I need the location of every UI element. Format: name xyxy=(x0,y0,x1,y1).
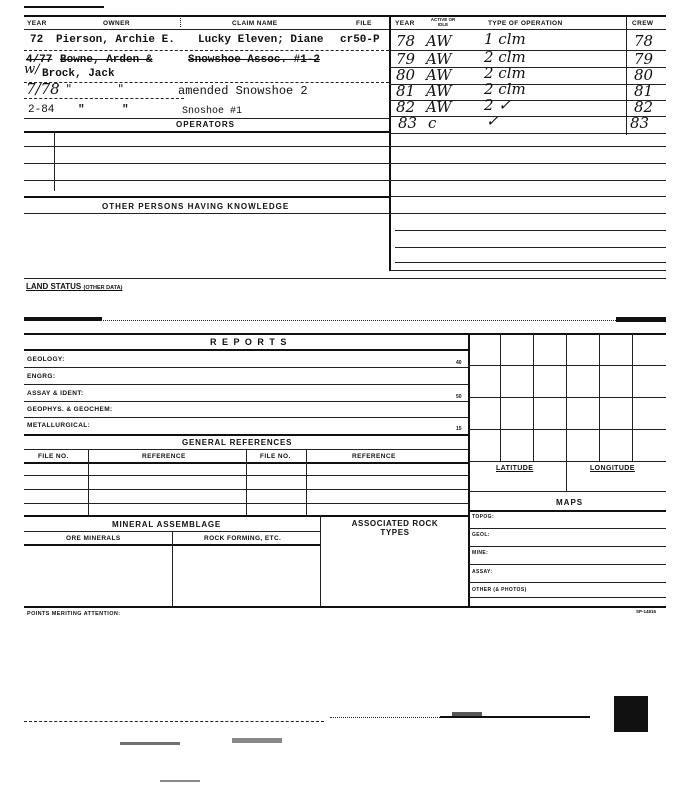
scan-band-right xyxy=(616,317,666,322)
op-row-1-status: AW xyxy=(426,32,452,50)
latlong-divider xyxy=(566,461,567,491)
latitude-label: LATITUDE xyxy=(496,465,534,472)
header-claim-name: CLAIM NAME xyxy=(232,20,278,27)
land-status-top-rule xyxy=(24,278,666,279)
maps-top-rule xyxy=(468,491,666,492)
owner-row-line xyxy=(24,50,389,51)
operators-line xyxy=(24,146,389,147)
header-owner: OWNER xyxy=(103,20,130,27)
owner-row-5-claim: Snoshoe #1 xyxy=(182,106,243,117)
scan-noise-line xyxy=(440,716,590,718)
owner-row-5-owner-2: " xyxy=(122,104,129,116)
scan-noise-smear xyxy=(452,712,482,716)
op-row-4-crew: 81 xyxy=(634,82,654,100)
op-row-1-crew: 78 xyxy=(634,32,654,50)
owner-operation-divider xyxy=(389,15,391,270)
mineral-col-divider xyxy=(172,531,173,607)
op-row-3-status: AW xyxy=(426,66,452,84)
scan-noise-block xyxy=(614,696,648,732)
ref-file-no-header-2: FILE NO. xyxy=(260,453,291,460)
owner-row-line xyxy=(24,98,184,99)
report-line xyxy=(24,367,468,368)
header-bottom-rule xyxy=(24,29,666,30)
operators-line xyxy=(24,163,389,164)
maps-topog-label: TOPOG: xyxy=(472,514,495,520)
op-row-3-year: 80 xyxy=(396,66,416,84)
op-row-4-year: 81 xyxy=(396,82,416,100)
ref-col-divider xyxy=(246,449,247,515)
ore-minerals-header: ORE MINERALS xyxy=(66,535,121,542)
reports-right-divider xyxy=(468,333,470,606)
ref-file-no-header: FILE NO. xyxy=(38,453,69,460)
longitude-label: LONGITUDE xyxy=(590,465,635,472)
op-row-line xyxy=(389,133,666,134)
op-row-2-crew: 79 xyxy=(634,50,654,68)
op-row-4-status: AW xyxy=(426,82,452,100)
owner-row-1-year: 72 xyxy=(30,34,44,46)
owner-row-4-claim: amended Snowshoe 2 xyxy=(178,84,308,98)
header-type-of-operation: TYPE OF OPERATION xyxy=(488,20,563,27)
report-engrg-label: ENGRG: xyxy=(27,373,56,380)
latlong-grid-line xyxy=(468,365,666,366)
owner-row-2-owner: Bowne, Arden & xyxy=(60,54,153,66)
owner-row-2-claim: Snowshoe Assoc. #1-2 xyxy=(188,54,321,66)
scan-noise-line xyxy=(24,721,324,722)
ref-line xyxy=(24,503,468,504)
maps-line xyxy=(468,564,666,565)
reports-header-rule xyxy=(24,349,468,351)
op-row-5-type: 2 ✓ xyxy=(484,96,511,114)
op-row-line xyxy=(389,270,666,271)
header-active-idle: ACTIVE OR IDLE xyxy=(430,17,456,27)
land-status-heading xyxy=(26,282,122,291)
owner-row-line xyxy=(24,82,389,83)
owner-row-2-year: 4/77 xyxy=(26,54,53,66)
op-row-1-year: 78 xyxy=(396,32,416,50)
report-geology-num: 40 xyxy=(456,360,462,366)
ref-col-divider xyxy=(306,449,307,515)
op-row-6-crew: 83 xyxy=(630,114,650,132)
owner-row-1-owner: Pierson, Archie E. xyxy=(56,34,175,46)
scan-band-left xyxy=(24,317,102,321)
report-line xyxy=(24,384,468,385)
scan-noise-smear xyxy=(232,738,282,743)
operators-heading: OPERATORS xyxy=(176,120,235,129)
op-row-1-type: 1 clm xyxy=(484,30,526,48)
operators-rule xyxy=(24,131,389,133)
associated-rock-types-heading: ASSOCIATED ROCK TYPES xyxy=(351,519,439,537)
report-geophys-label: GEOPHYS. & GEOCHEM: xyxy=(27,406,113,413)
op-row-line xyxy=(389,196,666,197)
header-year-2: YEAR xyxy=(395,20,415,27)
header-top-rule xyxy=(24,15,666,17)
form-number: SP-14816 xyxy=(636,609,657,614)
reports-heading: R E P O R T S xyxy=(210,337,288,347)
op-row-5-status: AW xyxy=(426,98,452,116)
operators-year-divider xyxy=(54,131,55,191)
latlong-grid-line xyxy=(468,429,666,430)
mineral-assemblage-heading: MINERAL ASSEMBLAGE xyxy=(112,520,222,529)
owner-row-4-owner-2: " xyxy=(118,82,124,96)
general-references-heading: GENERAL REFERENCES xyxy=(182,438,293,447)
header-year: YEAR xyxy=(27,20,47,27)
op-row-2-type: 2 clm xyxy=(484,48,526,66)
report-geology-label: GEOLOGY: xyxy=(27,356,65,363)
other-persons-heading: OTHER PERSONS HAVING KNOWLEDGE xyxy=(102,202,290,211)
reports-top-rule xyxy=(24,333,666,335)
ref-line xyxy=(24,475,468,476)
references-bottom-rule xyxy=(24,515,468,517)
owner-claim-divider xyxy=(180,15,181,27)
other-persons-line xyxy=(24,213,389,214)
owner-row-3-prefix: w/ xyxy=(24,62,40,77)
maps-other-label: OTHER (& PHOTOS) xyxy=(472,587,527,593)
rock-types-divider xyxy=(320,515,321,607)
op-row-line xyxy=(389,213,666,214)
maps-header-rule xyxy=(468,510,666,512)
op-row-6-type: ✓ xyxy=(486,112,499,130)
scan-noise-smear xyxy=(120,742,180,745)
ref-line xyxy=(24,489,468,490)
ref-col-divider xyxy=(88,449,89,515)
op-row-5-year: 82 xyxy=(396,98,416,116)
owner-row-4-year: 7/78 xyxy=(26,80,60,98)
crew-divider xyxy=(626,15,627,135)
reports-bottom-rule xyxy=(24,434,468,436)
report-metallurgical-num: 15 xyxy=(456,426,462,432)
op-row-3-type: 2 clm xyxy=(484,64,526,82)
report-assay-label: ASSAY & IDENT: xyxy=(27,390,84,397)
op-row-line xyxy=(395,262,666,263)
owner-row-3-owner: Brock, Jack xyxy=(42,68,115,80)
owner-row-1-claim: Lucky Eleven; Diane xyxy=(198,34,324,46)
op-row-4-type: 2 clm xyxy=(484,80,526,98)
other-persons-rule xyxy=(24,196,389,198)
operators-line xyxy=(24,180,389,181)
op-row-line xyxy=(395,230,666,231)
report-line xyxy=(24,401,468,402)
points-meriting-attention-label: POINTS MERITING ATTENTION: xyxy=(27,611,121,617)
owner-row-4-owner: " xyxy=(66,82,72,96)
op-row-line xyxy=(389,146,666,147)
maps-mine-label: MINE: xyxy=(472,550,489,556)
ref-reference-header-2: REFERENCE xyxy=(352,453,396,460)
maps-line xyxy=(468,546,666,547)
report-metallurgical-label: METALLURGICAL: xyxy=(27,422,91,429)
maps-heading: MAPS xyxy=(556,498,584,507)
op-row-3-crew: 80 xyxy=(634,66,654,84)
owner-row-5-year: 2-84 xyxy=(28,104,55,116)
op-row-2-year: 79 xyxy=(396,50,416,68)
scan-noise-smear xyxy=(160,780,200,782)
maps-assay-label: ASSAY: xyxy=(472,569,493,575)
rock-forming-header: ROCK FORMING, ETC. xyxy=(204,535,282,542)
op-row-2-status: AW xyxy=(426,50,452,68)
maps-line xyxy=(468,597,666,598)
ref-reference-header: REFERENCE xyxy=(142,453,186,460)
op-row-6-status: c xyxy=(428,114,437,132)
report-line xyxy=(24,417,468,418)
maps-geol-label: GEOL: xyxy=(472,532,490,538)
latlong-grid-line xyxy=(468,461,666,462)
maps-line xyxy=(468,528,666,529)
owner-row-line xyxy=(24,118,389,119)
op-row-line xyxy=(389,180,666,181)
land-status-title: LAND STATUS xyxy=(26,282,82,291)
op-row-5-crew: 82 xyxy=(634,98,654,116)
owner-row-5-owner: " xyxy=(78,104,85,116)
latlong-grid-line xyxy=(468,397,666,398)
form-bottom-rule xyxy=(24,606,666,608)
header-crew: CREW xyxy=(632,20,654,27)
op-row-line xyxy=(395,247,666,248)
report-assay-num: 50 xyxy=(456,394,462,400)
scan-band-mid xyxy=(100,320,620,321)
op-row-line xyxy=(389,163,666,164)
op-row-6-year: 83 xyxy=(398,114,418,132)
land-status-subtitle: (OTHER DATA) xyxy=(83,285,123,291)
header-file: FILE xyxy=(356,20,372,27)
owner-row-1-file: cr50-P xyxy=(340,34,380,46)
maps-line xyxy=(468,582,666,583)
top-mark xyxy=(24,6,104,8)
